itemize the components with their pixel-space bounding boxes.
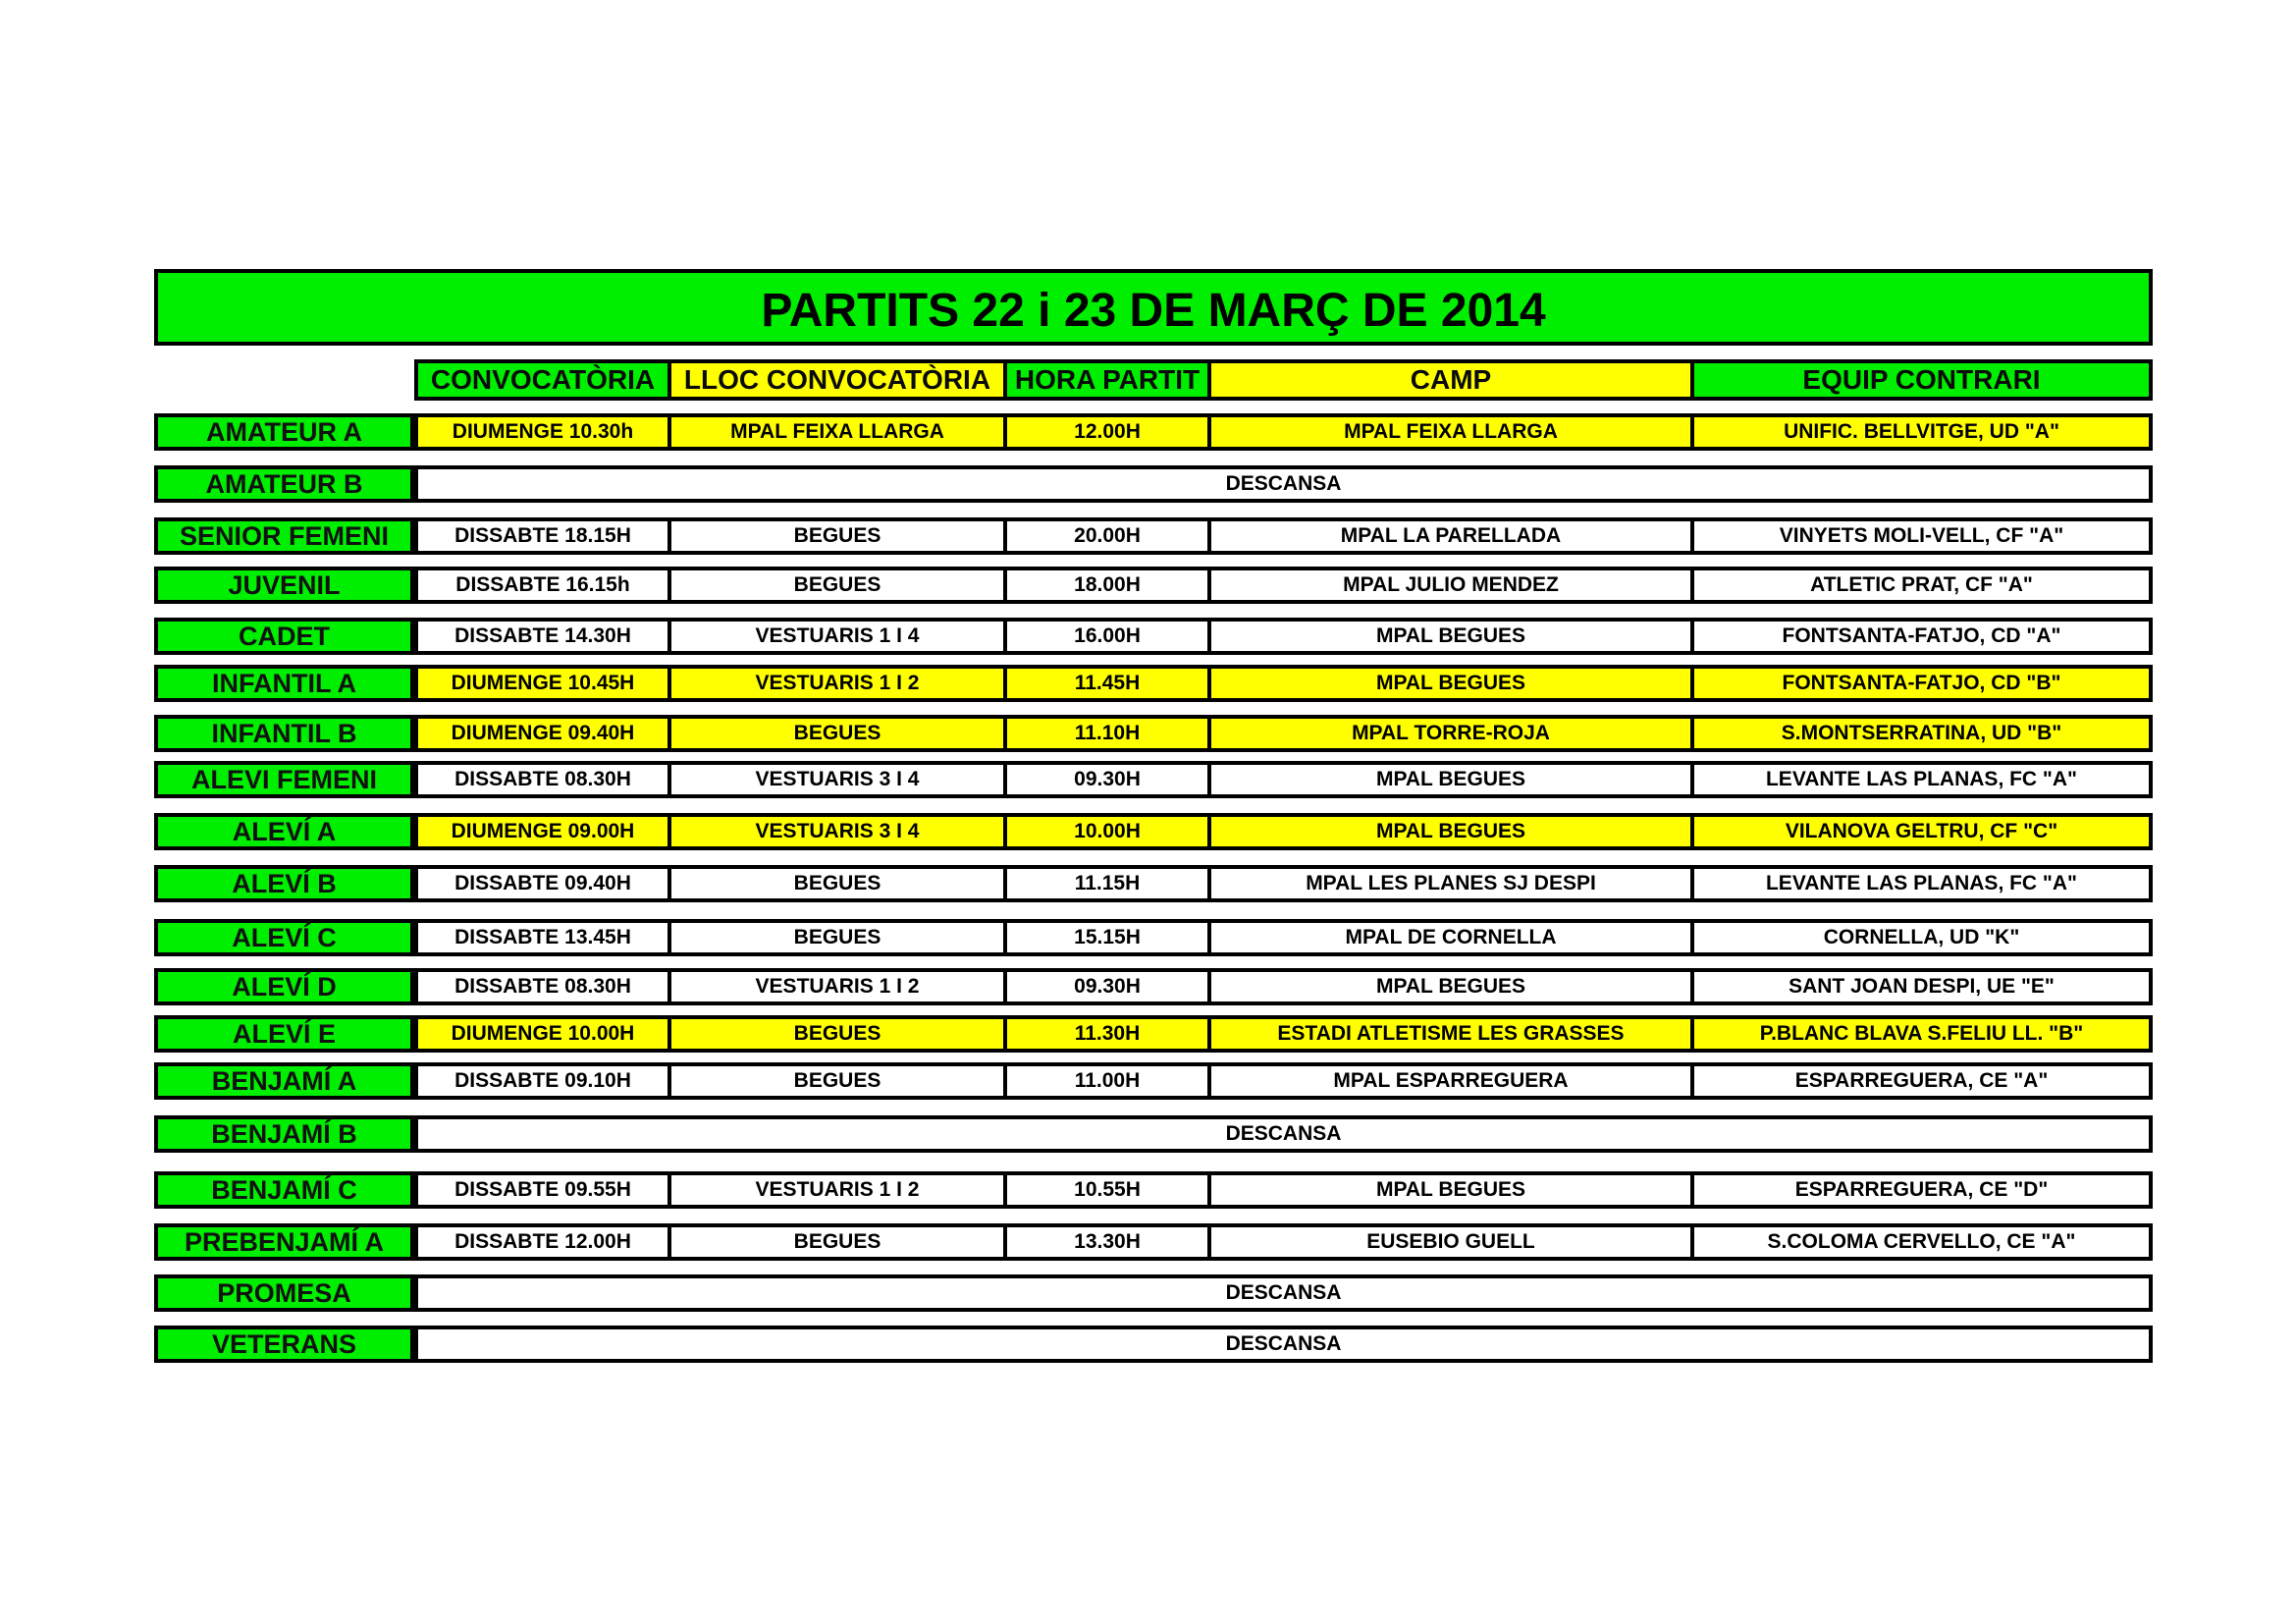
- hora-cell: 09.30H: [1003, 761, 1211, 798]
- contrari-cell: CORNELLA, UD "K": [1690, 919, 2153, 956]
- contrari-cell: SANT JOAN DESPI, UE "E": [1690, 968, 2153, 1005]
- camp-cell: MPAL DE CORNELLA: [1207, 919, 1694, 956]
- team-name-cell: ALEVÍ B: [154, 865, 414, 902]
- contrari-cell: VILANOVA GELTRU, CF "C": [1690, 813, 2153, 850]
- table-row: [154, 413, 2153, 451]
- lloc-cell: BEGUES: [667, 567, 1007, 604]
- convocatoria-cell: DISSABTE 09.55H: [414, 1171, 671, 1209]
- convocatoria-cell: DISSABTE 13.45H: [414, 919, 671, 956]
- page-title: PARTITS 22 i 23 DE MARÇ DE 2014: [154, 269, 2153, 346]
- camp-cell: MPAL BEGUES: [1207, 665, 1694, 702]
- team-name-cell: ALEVÍ D: [154, 968, 414, 1005]
- table-row: [154, 813, 2153, 850]
- team-name-cell: INFANTIL B: [154, 715, 414, 752]
- camp-cell: MPAL BEGUES: [1207, 1171, 1694, 1209]
- hora-cell: 13.30H: [1003, 1223, 1211, 1261]
- table-row: [154, 1326, 2153, 1363]
- table-row: [154, 1115, 2153, 1153]
- camp-cell: MPAL FEIXA LLARGA: [1207, 413, 1694, 451]
- contrari-cell: FONTSANTA-FATJO, CD "A": [1690, 618, 2153, 655]
- convocatoria-cell: DIUMENGE 10.00H: [414, 1015, 671, 1053]
- hora-cell: 11.45H: [1003, 665, 1211, 702]
- contrari-cell: P.BLANC BLAVA S.FELIU LL. "B": [1690, 1015, 2153, 1053]
- team-name-cell: ALEVI FEMENI: [154, 761, 414, 798]
- convocatoria-cell: DISSABTE 18.15H: [414, 517, 671, 555]
- hora-cell: 11.00H: [1003, 1062, 1211, 1100]
- hora-cell: 09.30H: [1003, 968, 1211, 1005]
- convocatoria-cell: DISSABTE 14.30H: [414, 618, 671, 655]
- lloc-cell: VESTUARIS 3 I 4: [667, 761, 1007, 798]
- hora-cell: 11.15H: [1003, 865, 1211, 902]
- table-row: [154, 1062, 2153, 1100]
- convocatoria-cell: DISSABTE 12.00H: [414, 1223, 671, 1261]
- contrari-cell: UNIFIC. BELLVITGE, UD "A": [1690, 413, 2153, 451]
- table-row: [154, 919, 2153, 956]
- table-row: [154, 517, 2153, 555]
- table-row: [154, 1274, 2153, 1312]
- contrari-cell: ESPARREGUERA, CE "D": [1690, 1171, 2153, 1209]
- table-row: [154, 1223, 2153, 1261]
- contrari-cell: S.COLOMA CERVELLO, CE "A": [1690, 1223, 2153, 1261]
- team-name-cell: AMATEUR A: [154, 413, 414, 451]
- camp-cell: ESTADI ATLETISME LES GRASSES: [1207, 1015, 1694, 1053]
- convocatoria-cell: DIUMENGE 10.45H: [414, 665, 671, 702]
- contrari-cell: S.MONTSERRATINA, UD "B": [1690, 715, 2153, 752]
- camp-cell: MPAL BEGUES: [1207, 813, 1694, 850]
- contrari-cell: VINYETS MOLI-VELL, CF "A": [1690, 517, 2153, 555]
- hora-cell: 12.00H: [1003, 413, 1211, 451]
- team-name-cell: SENIOR FEMENI: [154, 517, 414, 555]
- lloc-cell: BEGUES: [667, 715, 1007, 752]
- table-row: [154, 618, 2153, 655]
- hora-cell: 15.15H: [1003, 919, 1211, 956]
- lloc-cell: BEGUES: [667, 1062, 1007, 1100]
- team-name-cell: ALEVÍ A: [154, 813, 414, 850]
- table-row: [154, 715, 2153, 752]
- table-row: [154, 761, 2153, 798]
- camp-cell: MPAL LES PLANES SJ DESPI: [1207, 865, 1694, 902]
- lloc-cell: BEGUES: [667, 1015, 1007, 1053]
- team-name-cell: ALEVÍ C: [154, 919, 414, 956]
- convocatoria-cell: DISSABTE 08.30H: [414, 761, 671, 798]
- hora-cell: 16.00H: [1003, 618, 1211, 655]
- convocatoria-cell: DISSABTE 09.40H: [414, 865, 671, 902]
- team-name-cell: VETERANS: [154, 1326, 414, 1363]
- contrari-cell: LEVANTE LAS PLANAS, FC "A": [1690, 761, 2153, 798]
- lloc-cell: VESTUARIS 1 I 4: [667, 618, 1007, 655]
- team-name-cell: BENJAMÍ A: [154, 1062, 414, 1100]
- table-row: [154, 465, 2153, 503]
- camp-cell: EUSEBIO GUELL: [1207, 1223, 1694, 1261]
- header-lloc-convocatoria: LLOC CONVOCATÒRIA: [667, 359, 1007, 401]
- rest-cell: DESCANSA: [414, 1115, 2153, 1153]
- convocatoria-cell: DIUMENGE 10.30h: [414, 413, 671, 451]
- team-name-cell: BENJAMÍ C: [154, 1171, 414, 1209]
- lloc-cell: BEGUES: [667, 919, 1007, 956]
- hora-cell: 10.55H: [1003, 1171, 1211, 1209]
- lloc-cell: VESTUARIS 3 I 4: [667, 813, 1007, 850]
- camp-cell: MPAL LA PARELLADA: [1207, 517, 1694, 555]
- team-name-cell: BENJAMÍ B: [154, 1115, 414, 1153]
- camp-cell: MPAL BEGUES: [1207, 761, 1694, 798]
- hora-cell: 20.00H: [1003, 517, 1211, 555]
- convocatoria-cell: DISSABTE 09.10H: [414, 1062, 671, 1100]
- team-name-cell: PREBENJAMÍ A: [154, 1223, 414, 1261]
- team-name-cell: CADET: [154, 618, 414, 655]
- table-row: [154, 865, 2153, 902]
- hora-cell: 10.00H: [1003, 813, 1211, 850]
- header-equip-contrari: EQUIP CONTRARI: [1690, 359, 2153, 401]
- camp-cell: MPAL TORRE-ROJA: [1207, 715, 1694, 752]
- convocatoria-cell: DIUMENGE 09.00H: [414, 813, 671, 850]
- hora-cell: 11.30H: [1003, 1015, 1211, 1053]
- team-name-cell: JUVENIL: [154, 567, 414, 604]
- contrari-cell: FONTSANTA-FATJO, CD "B": [1690, 665, 2153, 702]
- contrari-cell: LEVANTE LAS PLANAS, FC "A": [1690, 865, 2153, 902]
- lloc-cell: BEGUES: [667, 517, 1007, 555]
- lloc-cell: VESTUARIS 1 I 2: [667, 968, 1007, 1005]
- team-name-cell: ALEVÍ E: [154, 1015, 414, 1053]
- team-name-cell: INFANTIL A: [154, 665, 414, 702]
- table-row: [154, 665, 2153, 702]
- rest-cell: DESCANSA: [414, 465, 2153, 503]
- team-name-cell: AMATEUR B: [154, 465, 414, 503]
- header-convocatoria: CONVOCATÒRIA: [414, 359, 671, 401]
- convocatoria-cell: DIUMENGE 09.40H: [414, 715, 671, 752]
- lloc-cell: BEGUES: [667, 865, 1007, 902]
- camp-cell: MPAL JULIO MENDEZ: [1207, 567, 1694, 604]
- header-hora-partit: HORA PARTIT: [1003, 359, 1211, 401]
- convocatoria-cell: DISSABTE 08.30H: [414, 968, 671, 1005]
- team-name-cell: PROMESA: [154, 1274, 414, 1312]
- camp-cell: MPAL ESPARREGUERA: [1207, 1062, 1694, 1100]
- lloc-cell: VESTUARIS 1 I 2: [667, 1171, 1007, 1209]
- camp-cell: MPAL BEGUES: [1207, 968, 1694, 1005]
- convocatoria-cell: DISSABTE 16.15h: [414, 567, 671, 604]
- table-row: [154, 1171, 2153, 1209]
- lloc-cell: VESTUARIS 1 I 2: [667, 665, 1007, 702]
- table-row: [154, 1015, 2153, 1053]
- contrari-cell: ESPARREGUERA, CE "A": [1690, 1062, 2153, 1100]
- hora-cell: 11.10H: [1003, 715, 1211, 752]
- camp-cell: MPAL BEGUES: [1207, 618, 1694, 655]
- hora-cell: 18.00H: [1003, 567, 1211, 604]
- rest-cell: DESCANSA: [414, 1326, 2153, 1363]
- lloc-cell: MPAL FEIXA LLARGA: [667, 413, 1007, 451]
- contrari-cell: ATLETIC PRAT, CF "A": [1690, 567, 2153, 604]
- table-row: [154, 968, 2153, 1005]
- rest-cell: DESCANSA: [414, 1274, 2153, 1312]
- header-camp: CAMP: [1207, 359, 1694, 401]
- lloc-cell: BEGUES: [667, 1223, 1007, 1261]
- table-row: [154, 567, 2153, 604]
